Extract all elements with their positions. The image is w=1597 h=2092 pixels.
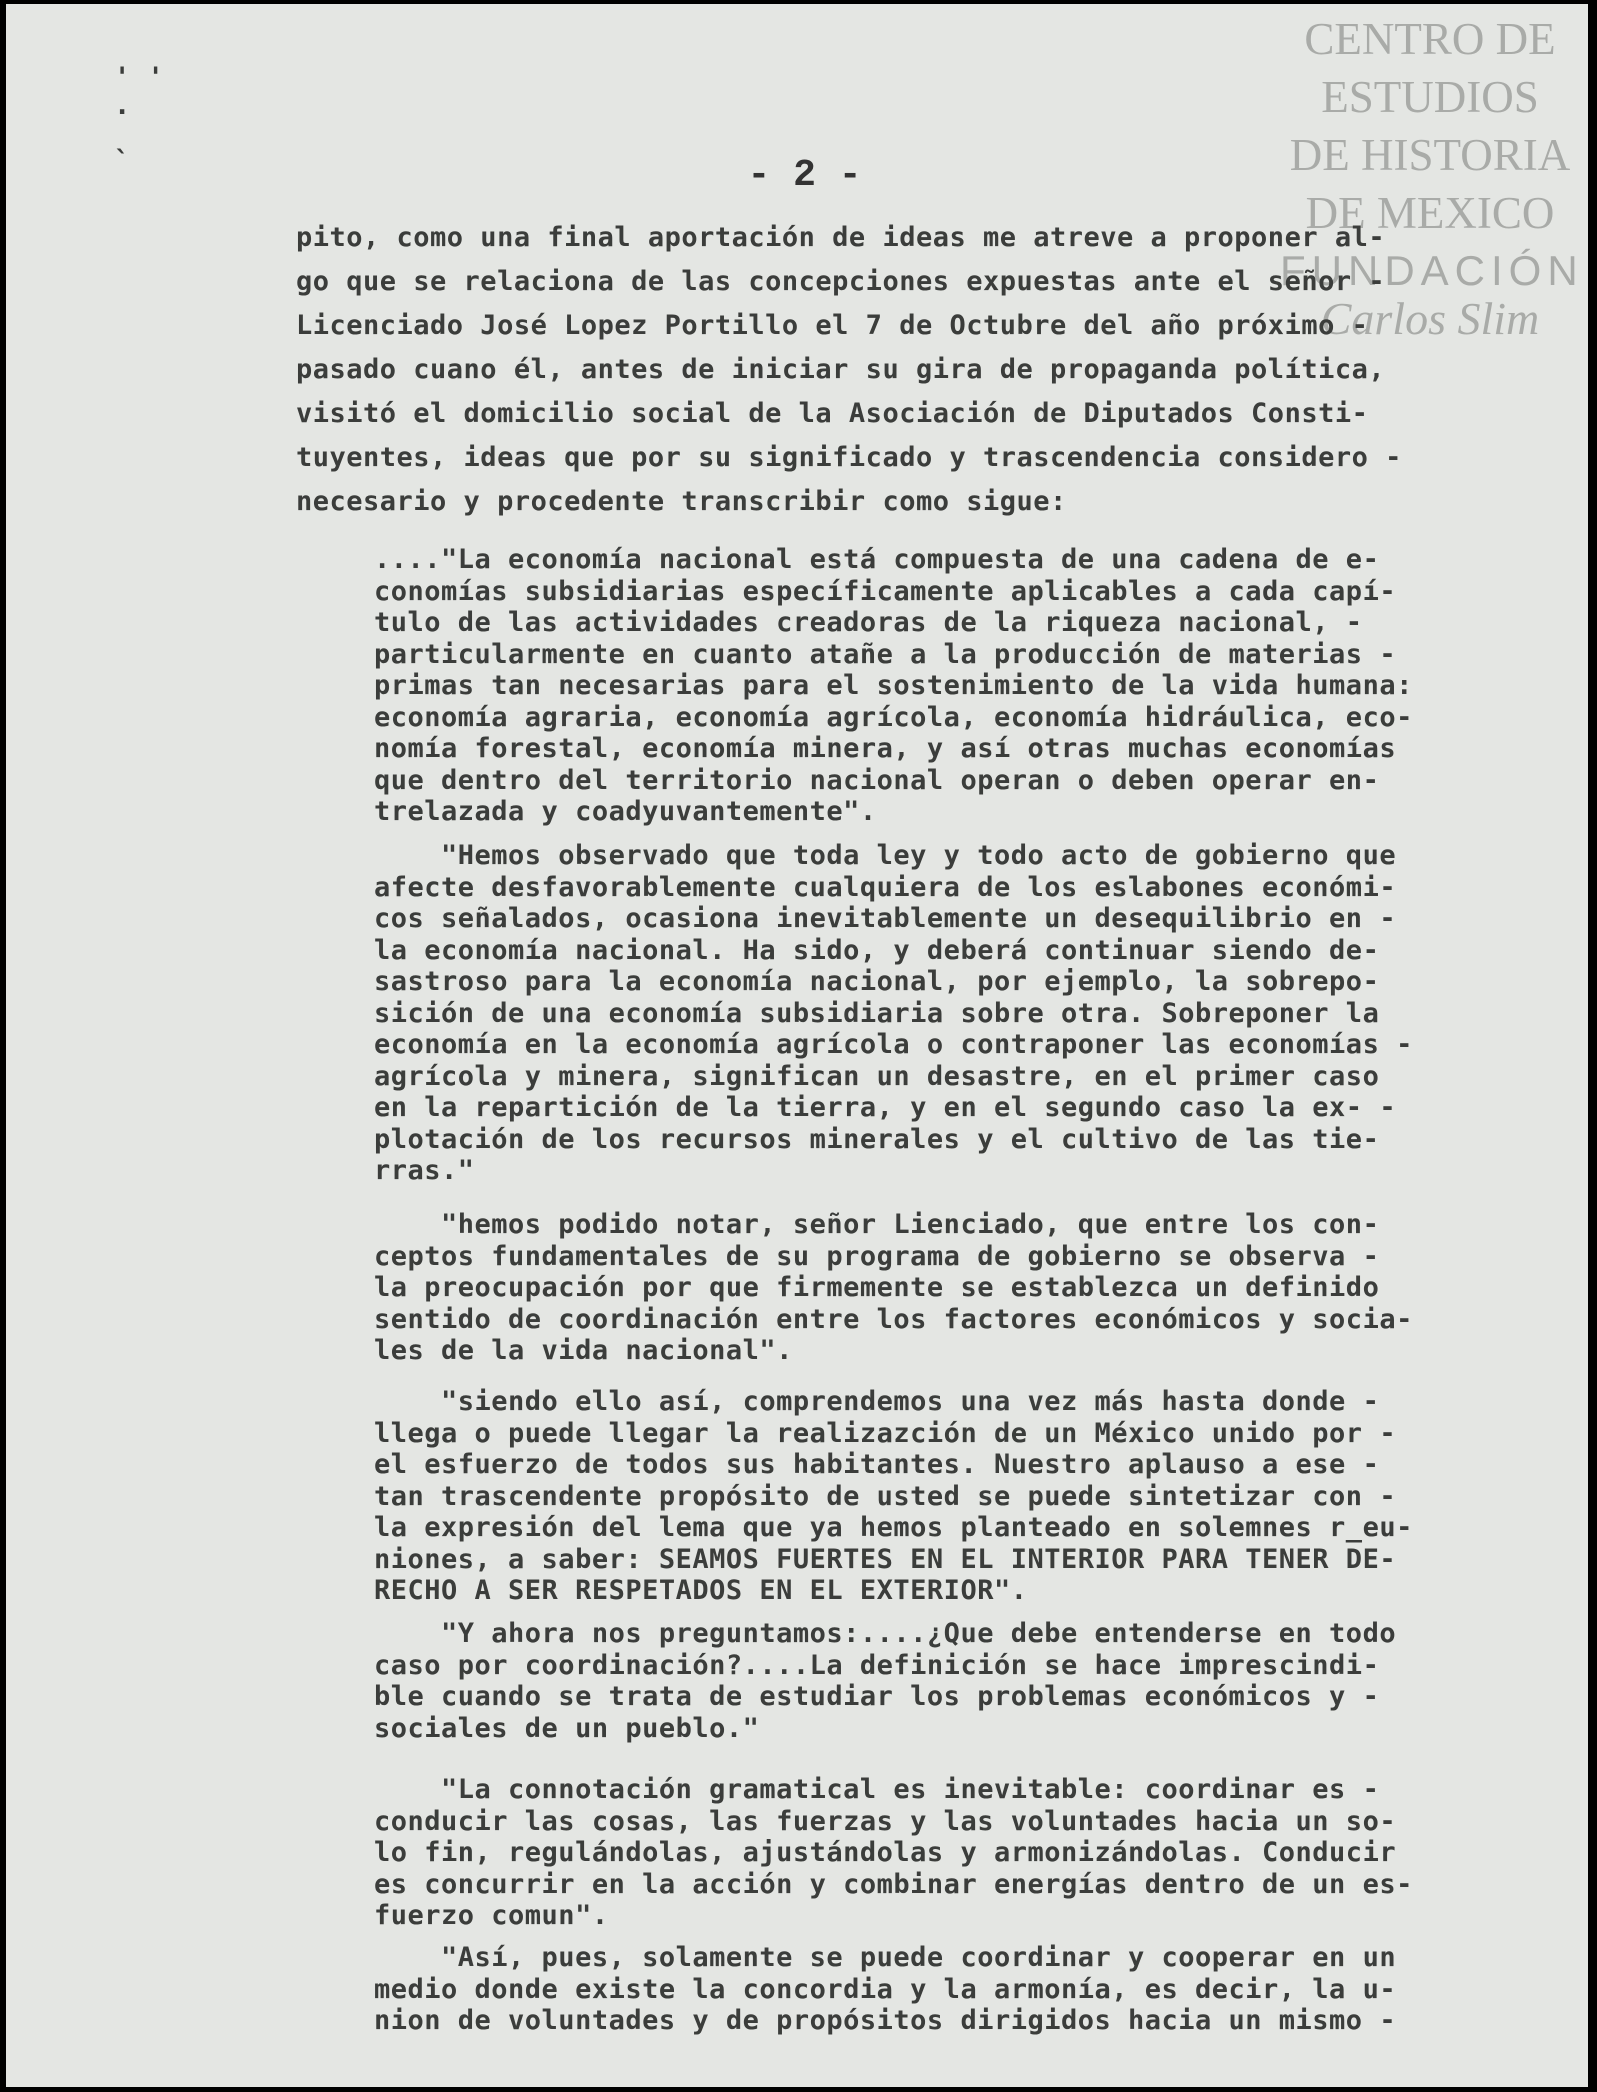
quote-paragraph: ...."La economía nacional está compuesta de una cadena de e- conomías subsidiarias específicamente aplicables a cada capí- tulo de las actividades creadoras de la riqueza nacional, - particularmente en cuanto atañe a la producción de materias - primas tan necesarias para el sostenimiento de la vida humana: economía agraria, economía agrícola, economía hidráulica, eco- nomía forestal, economía minera, y así otras muchas economías que dentro del territorio nacional operan o deben operar en- trelazada y coadyuvantemente".: [374, 544, 1413, 827]
intro-paragraph: pito, como una final aportación de ideas me atreve a proponer al- go que se relaciona de las concepciones expuestas ante el señor - Licenciado José Lopez Portillo el 7 de Octubre del año próximo - pasado cuano él, antes de iniciar su gira de propaganda política, visitó el domicilio social de la Asociación de Diputados Consti- tuyentes, ideas que por su significado y trascendencia considero - necesario y procedente transcribir como sigue:: [296, 222, 1402, 517]
margin-marks: ' ' . `: [114, 62, 165, 177]
watermark-line: DE HISTORIA: [1289, 130, 1571, 180]
quote-paragraph: "Y ahora nos preguntamos:....¿Que debe entenderse en todo caso por coordinación?....La definición se hace imprescindi- ble cuando se trata de estudiar los problemas económicos y - sociales de un pueblo.": [374, 1618, 1397, 1744]
watermark-line: ESTUDIOS: [1321, 72, 1539, 122]
watermark-line: DE MEXICO: [1305, 188, 1555, 238]
watermark-line: FUNDACIÓN: [1280, 247, 1584, 294]
watermark-signature: Carlos Slim: [1320, 293, 1540, 344]
quote-paragraph: "Hemos observado que toda ley y todo acto de gobierno que afecte desfavorablemente cualquiera de los eslabones económi- cos señalados, ocasiona inevitablemente un desequilibrio en - la economía nacional. Ha sido, y deberá continuar siendo de- sastroso para la economía nacional, por ejemplo, la sobrepo- sición de una economía subsidiaria sobre otra. Sobreponer la economía en la economía agrícola o contraponer las economías - agrícola y minera, significan un desastre, en el primer caso en la repartición de la tierra, y en el segundo caso la ex- - plotación de los recursos minerales y el cultivo de las tie- rras.": [374, 840, 1413, 1186]
quote-paragraph: "siendo ello así, comprendemos una vez más hasta donde - llega o puede llegar la realizazción de un México unido por - el esfuerzo de todos sus habitantes. Nuestro aplauso a ese - tan trascendente propósito de usted se puede sintetizar con - la expresión del lema que ya hemos planteado en solemnes r_eu- niones, a saber: SEAMOS FUERTES EN EL INTERIOR PARA TENER DE- RECHO A SER RESPETADOS EN EL EXTERIOR".: [374, 1386, 1413, 1606]
quote-paragraph: "Así, pues, solamente se puede coordinar y cooperar en un medio donde existe la concordia y la armonía, es decir, la u- nion de voluntades y de propósitos dirigidos hacia un mismo -: [374, 1942, 1397, 2036]
page-number: - 2 -: [747, 154, 862, 197]
quote-paragraph: "hemos podido notar, señor Lienciado, que entre los con- ceptos fundamentales de su programa de gobierno se observa - la preocupación por que firmemente se establezca un definido sentido de coordinación entre los factores económicos y socia- les de la vida nacional".: [374, 1209, 1413, 1366]
quote-paragraph: "La connotación gramatical es inevitable: coordinar es - conducir las cosas, las fuerzas y las voluntades hacia un so- lo fin, regulándolas, ajustándolas y armonizándolas. Conducir es concurrir en la acción y combinar energías dentro de un es- fuerzo comun".: [374, 1774, 1413, 1931]
document-page: [6, 4, 1588, 2087]
watermark-line: CENTRO DE: [1304, 14, 1556, 64]
